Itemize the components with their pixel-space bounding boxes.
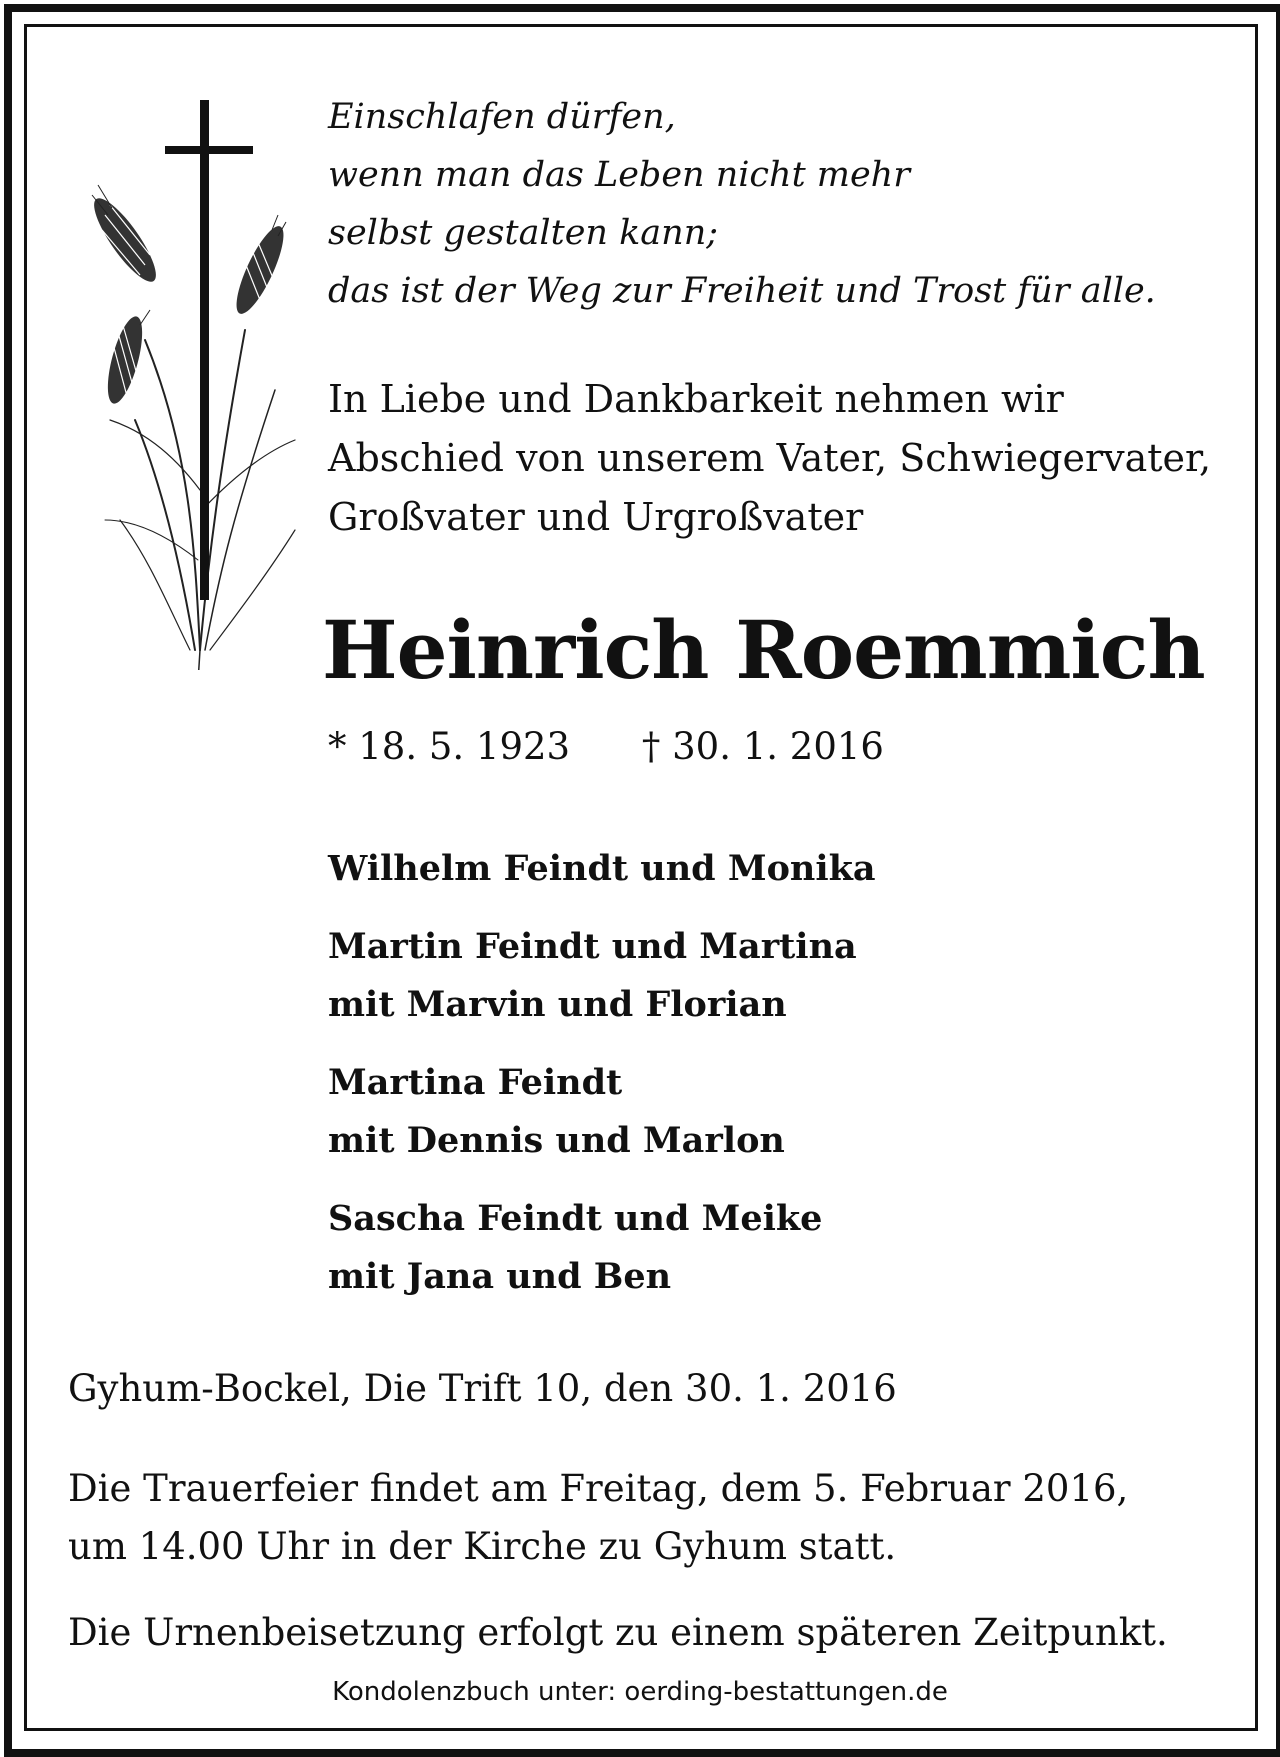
quote-line: das ist der Weg zur Freiheit und Trost für alle. bbox=[328, 271, 1156, 311]
mourner-group bbox=[328, 1054, 1228, 1170]
mourner-line: Wilhelm Feindt und Monika bbox=[328, 848, 876, 889]
burial-note: Die Urnenbeisetzung erfolgt zu einem späteren Zeitpunkt. bbox=[68, 1611, 1168, 1654]
mourner-line: mit Jana und Ben bbox=[328, 1256, 672, 1297]
life-dates bbox=[328, 722, 884, 772]
intro-text bbox=[328, 370, 1248, 547]
place-and-date: Gyhum-Bockel, Die Trift 10, den 30. 1. 2016 bbox=[68, 1367, 897, 1410]
intro-line: Großvater und Urgroßvater bbox=[328, 495, 864, 539]
quote-line: Einschlafen dürfen, bbox=[328, 97, 676, 137]
mourners-list bbox=[328, 840, 1228, 1326]
death-date: † 30. 1. 2016 bbox=[641, 725, 884, 768]
quote bbox=[328, 88, 1228, 320]
intro-line: Abschied von unserem Vater, Schwiegervater, bbox=[328, 436, 1212, 480]
intro-line: In Liebe und Dankbarkeit nehmen wir bbox=[328, 377, 1064, 421]
deceased-name: Heinrich Roemmich bbox=[322, 603, 1205, 697]
ceremony-line: um 14.00 Uhr in der Kirche zu Gyhum statt. bbox=[68, 1525, 897, 1568]
mourner-line: mit Marvin und Florian bbox=[328, 984, 787, 1025]
quote-line: selbst gestalten kann; bbox=[328, 213, 719, 253]
mourner-line: Martina Feindt bbox=[328, 1062, 623, 1103]
condolence-link[interactable]: Kondolenzbuch unter: oerding-bestattungen.de bbox=[332, 1677, 948, 1707]
mourner-group bbox=[328, 918, 1228, 1034]
mourner-group bbox=[328, 1190, 1228, 1306]
cross-with-wheat-icon bbox=[50, 90, 310, 670]
quote-line: wenn man das Leben nicht mehr bbox=[328, 155, 910, 195]
birth-date: * 18. 5. 1923 bbox=[328, 725, 571, 768]
mourner-line: mit Dennis und Marlon bbox=[328, 1120, 785, 1161]
mourner-line: Martin Feindt und Martina bbox=[328, 926, 857, 967]
mourner-group bbox=[328, 840, 1228, 898]
mourner-line: Sascha Feindt und Meike bbox=[328, 1198, 823, 1239]
funeral-service-info bbox=[68, 1460, 1128, 1576]
ceremony-line: Die Trauerfeier findet am Freitag, dem 5. Februar 2016, bbox=[68, 1467, 1129, 1510]
